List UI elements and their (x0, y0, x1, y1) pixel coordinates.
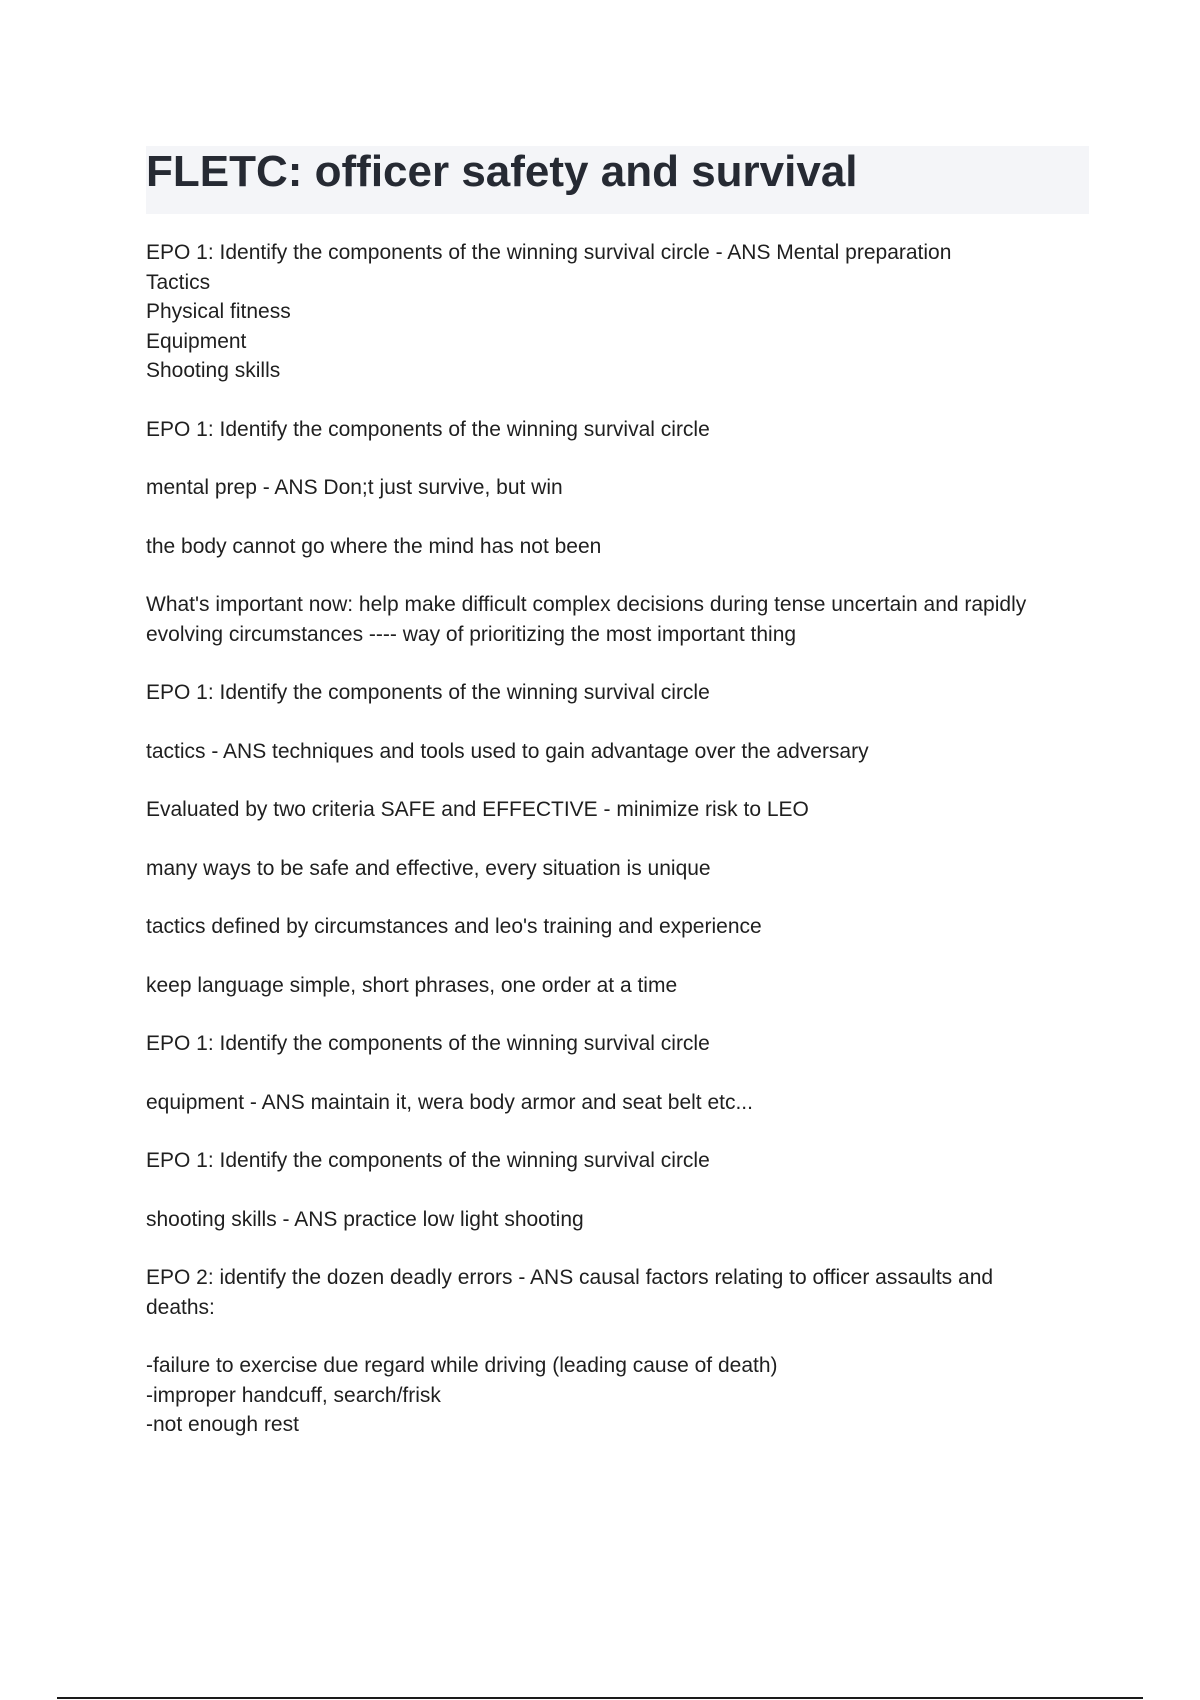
text-line: many ways to be safe and effective, every situation is unique (146, 856, 711, 880)
text-line: keep language simple, short phrases, one order at a time (146, 973, 678, 997)
page-bottom-rule (57, 1697, 1143, 1699)
paragraph (146, 1146, 1089, 1176)
document-title: FLETC: officer safety and survival (146, 147, 858, 196)
paragraph (146, 1263, 1089, 1322)
text-line: tactics - ANS techniques and tools used to gain advantage over the adversary (146, 739, 869, 763)
text-line: -improper handcuff, search/frisk (146, 1383, 441, 1407)
paragraph (146, 1351, 1089, 1440)
paragraph (146, 1088, 1089, 1118)
text-line: EPO 2: identify the dozen deadly errors - ANS causal factors relating to officer assaults and (146, 1266, 994, 1289)
paragraph (146, 1029, 1089, 1059)
text-line: -failure to exercise due regard while driving (leading cause of death) (146, 1354, 778, 1377)
paragraph (146, 473, 1089, 503)
text-line: tactics defined by circumstances and leo's training and experience (146, 915, 762, 938)
text-line: deaths: (146, 1295, 215, 1319)
text-line: mental prep - ANS Don;t just survive, but win (146, 476, 563, 499)
paragraph (146, 532, 1089, 562)
text-line: EPO 1: Identify the components of the winning survival circle - ANS Mental preparation (146, 241, 952, 264)
paragraph (146, 415, 1089, 445)
paragraph (146, 737, 1089, 767)
text-line: What's important now: help make difficult complex decisions during tense uncertain and rapidly (146, 593, 1027, 616)
paragraph (146, 1205, 1089, 1235)
text-line: evolving circumstances ---- way of prioritizing the most important thing (146, 622, 797, 646)
paragraph (146, 971, 1089, 1001)
text-line: -not enough rest (146, 1413, 299, 1436)
paragraph (146, 854, 1089, 884)
text-line: equipment - ANS maintain it, wera body armor and seat belt etc... (146, 1090, 753, 1114)
paragraph (146, 912, 1089, 942)
document-body (146, 238, 1089, 1469)
text-line: Equipment (146, 329, 247, 353)
text-line: shooting skills - ANS practice low light shooting (146, 1207, 584, 1231)
text-line: Evaluated by two criteria SAFE and EFFECTIVE - minimize risk to LEO (146, 798, 809, 821)
paragraph (146, 238, 1089, 386)
text-line: Shooting skills (146, 359, 281, 382)
paragraph (146, 678, 1089, 708)
text-line: EPO 1: Identify the components of the winning survival circle (146, 681, 710, 704)
text-line: EPO 1: Identify the components of the winning survival circle (146, 1149, 710, 1172)
text-line: Tactics (146, 270, 211, 294)
paragraph (146, 795, 1089, 825)
text-line: EPO 1: Identify the components of the winning survival circle (146, 417, 710, 441)
text-line: EPO 1: Identify the components of the winning survival circle (146, 1032, 710, 1055)
text-line: Physical fitness (146, 300, 291, 323)
text-line: the body cannot go where the mind has not been (146, 534, 602, 558)
paragraph (146, 590, 1089, 649)
